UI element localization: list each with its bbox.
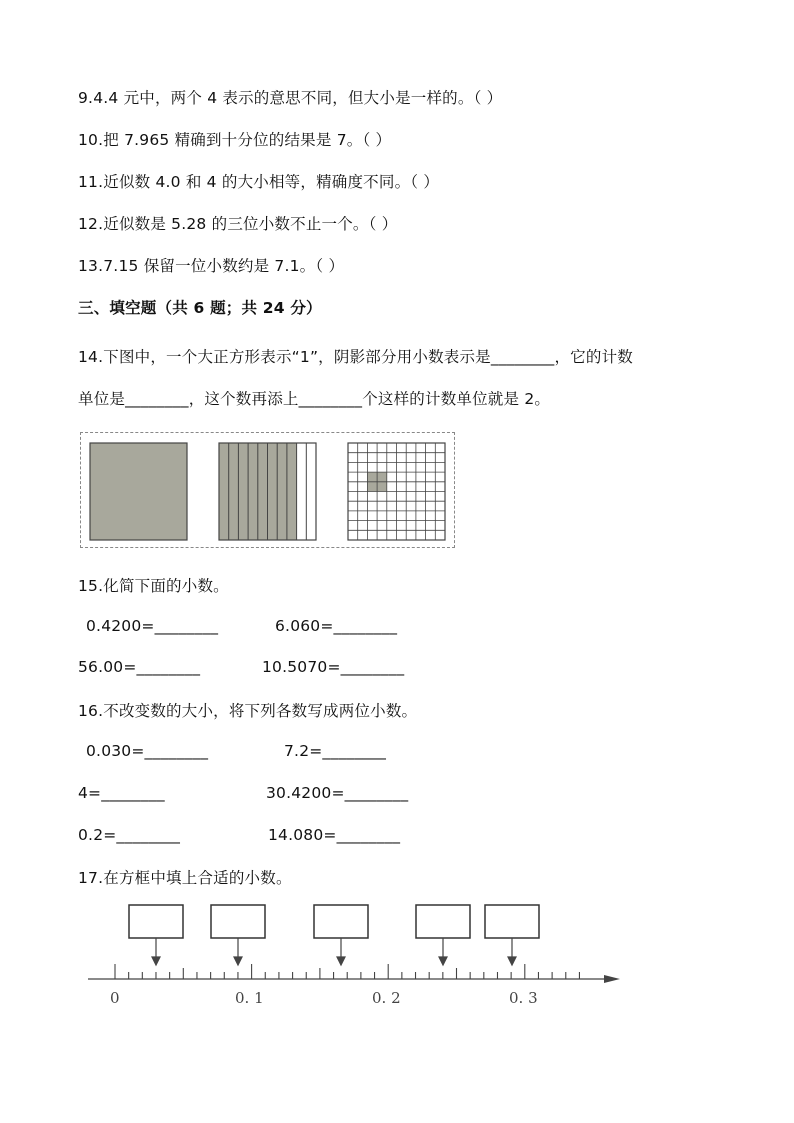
number-line-figure	[0, 895, 794, 1020]
answer-box-2	[211, 905, 265, 938]
question-12: 12.近似数是 5.28 的三位小数不止一个。（ ）	[78, 215, 398, 233]
question-17-title: 17.在方框中填上合适的小数。	[78, 869, 292, 887]
square-full	[90, 443, 187, 540]
question-16-title: 16.不改变数的大小，将下列各数写成两位小数。	[78, 702, 418, 720]
answer-box-4	[416, 905, 470, 938]
tick-label-0: 0	[110, 989, 120, 1007]
q16-item-4: 30.4200=________	[266, 784, 409, 802]
question-9: 9.4.4 元中，两个 4 表示的意思不同，但大小是一样的。（ ）	[78, 89, 503, 107]
question-10: 10.把 7.965 精确到十分位的结果是 7。（ ）	[78, 131, 392, 149]
q15-item-2: 6.060=________	[275, 617, 398, 635]
arrow-3	[337, 957, 345, 965]
answer-box-1	[129, 905, 183, 938]
q15-item-3: 56.00=________	[78, 658, 201, 676]
decimal-squares-figure	[81, 433, 456, 549]
section-3-title: 三、填空题（共 6 题；共 24 分）	[78, 299, 322, 317]
q16-item-6: 14.080=________	[268, 826, 401, 844]
q16-item-2: 7.2=________	[284, 742, 387, 760]
square-strips	[219, 443, 316, 540]
arrow-2	[234, 957, 242, 965]
q15-item-4: 10.5070=________	[262, 658, 405, 676]
question-13: 13.7.15 保留一位小数约是 7.1。（ ）	[78, 257, 345, 275]
q16-item-1: 0.030=________	[86, 742, 209, 760]
q16-item-3: 4=________	[78, 784, 165, 802]
arrow-1	[152, 957, 160, 965]
question-14-line-1: 14.下图中，一个大正方形表示“1”，阴影部分用小数表示是________，它的计数	[78, 348, 633, 366]
arrow-5	[508, 957, 516, 965]
tick-label-0-2: 0. 2	[372, 989, 401, 1007]
question-14-line-2: 单位是________，这个数再添上________个这样的计数单位就是 2。	[78, 390, 551, 408]
answer-box-5	[485, 905, 539, 938]
q14-figure	[80, 432, 455, 548]
q15-item-1: 0.4200=________	[86, 617, 219, 635]
tick-label-0-1: 0. 1	[235, 989, 264, 1007]
tick-label-0-3: 0. 3	[509, 989, 538, 1007]
number-line-arrowhead	[604, 975, 620, 983]
q16-item-5: 0.2=________	[78, 826, 181, 844]
question-11: 11.近似数 4.0 和 4 的大小相等，精确度不同。（ ）	[78, 173, 440, 191]
arrow-4	[439, 957, 447, 965]
square-grid	[348, 443, 445, 540]
question-15-title: 15.化简下面的小数。	[78, 577, 229, 595]
answer-box-3	[314, 905, 368, 938]
